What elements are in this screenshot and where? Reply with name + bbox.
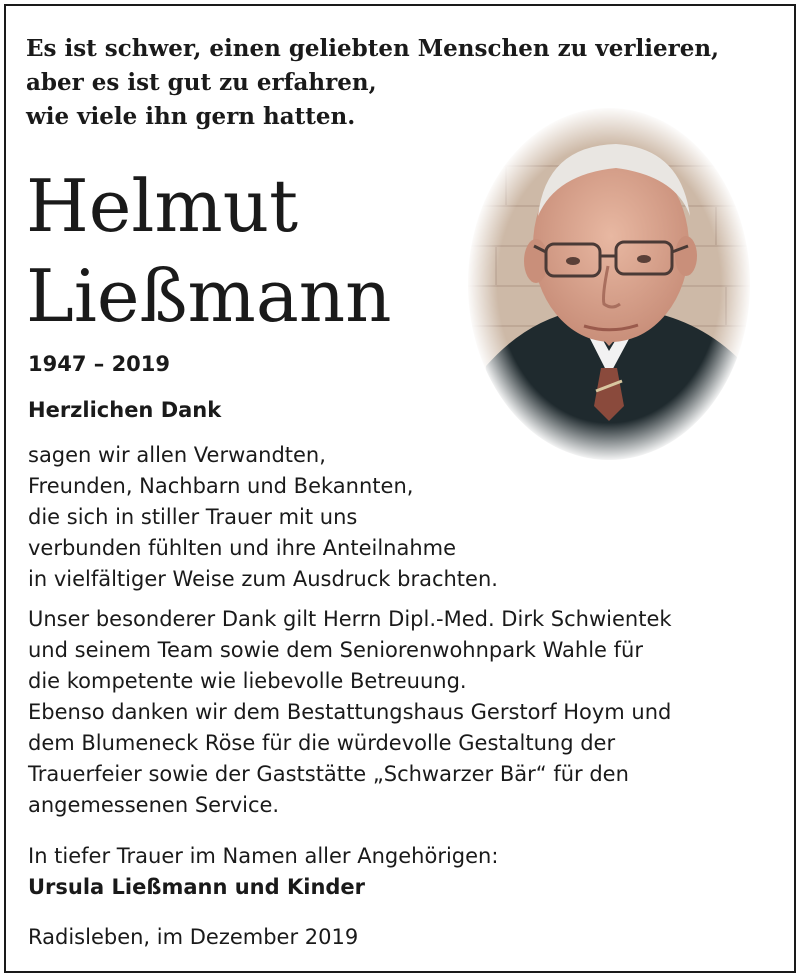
text-line: dem Blumeneck Röse für die würdevolle Gestaltung der (28, 731, 616, 755)
text-line: die kompetente wie liebevolle Betreuung. (28, 669, 467, 693)
closing-block (28, 841, 788, 903)
text-line: Ebenso danken wir dem Bestattungshaus Gerstorf Hoym und (28, 700, 672, 724)
text-line: verbunden fühlten und ihre Anteilnahme (28, 536, 457, 560)
special-thanks-paragraph (28, 604, 788, 821)
motto-line: Es ist schwer, einen geliebten Menschen zu verlieren, (26, 35, 720, 62)
thanks-heading: Herzlichen Dank (28, 398, 222, 422)
text-line: sagen wir allen Verwandten, (28, 443, 326, 467)
signatories: Ursula Ließmann und Kinder (28, 875, 366, 899)
first-name: Helmut (26, 164, 299, 248)
life-years: 1947 – 2019 (28, 352, 171, 376)
motto-line: wie viele ihn gern hatten. (26, 103, 356, 130)
last-name: Ließmann (26, 254, 392, 338)
closing-line: In tiefer Trauer im Namen aller Angehörigen: (28, 844, 499, 868)
motto-line: aber es ist gut zu erfahren, (26, 69, 377, 96)
text-line: die sich in stiller Trauer mit uns (28, 505, 358, 529)
thanks-paragraph (28, 440, 788, 595)
portrait-photo (466, 106, 752, 462)
text-line: Trauerfeier sowie der Gaststätte „Schwarzer Bär“ für den (28, 762, 629, 786)
text-line: angemessenen Service. (28, 793, 280, 817)
text-line: Freunden, Nachbarn und Bekannten, (28, 474, 414, 498)
text-line: in vielfältiger Weise zum Ausdruck brachten. (28, 567, 498, 591)
text-line: Unser besonderer Dank gilt Herrn Dipl.-Med. Dirk Schwientek (28, 607, 672, 631)
text-line: und seinem Team sowie dem Seniorenwohnpark Wahle für (28, 638, 643, 662)
place-date: Radisleben, im Dezember 2019 (28, 925, 359, 949)
